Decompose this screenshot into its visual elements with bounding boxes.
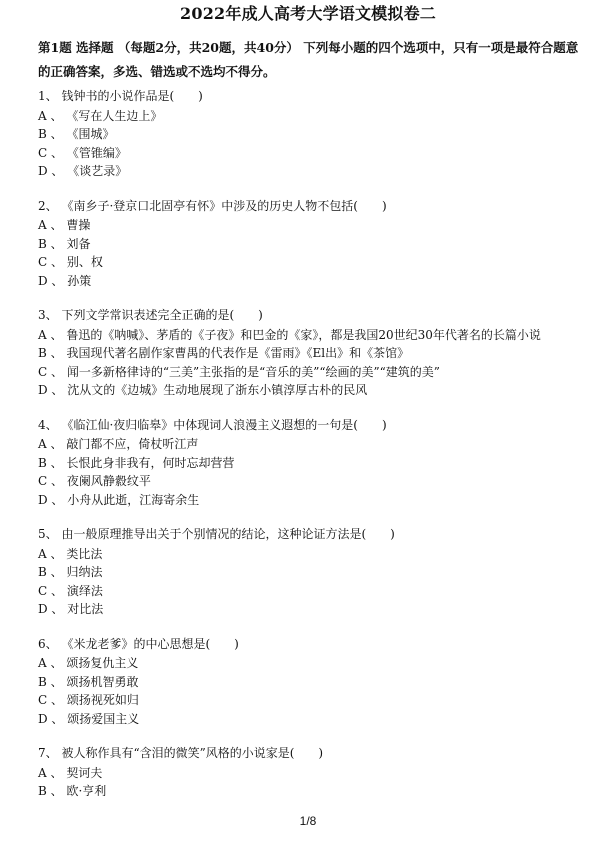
option-text: 《管锥编》 <box>66 145 127 160</box>
option-letter: A 、 <box>38 546 63 561</box>
answer-option <box>38 710 586 729</box>
option-text: 《谈艺录》 <box>67 164 128 178</box>
answer-option <box>38 673 586 692</box>
option-letter: A 、 <box>38 437 63 451</box>
answer-option <box>38 691 586 710</box>
question-item <box>38 87 586 181</box>
answer-option <box>38 363 586 382</box>
option-letter: B 、 <box>38 674 63 689</box>
answer-option <box>38 654 586 673</box>
option-text: 闻一多新格律诗的“三美”主张指的是“音乐的美”“绘画的美”“建筑的美” <box>66 364 440 379</box>
option-letter: C 、 <box>38 145 63 160</box>
option-letter: A 、 <box>38 218 63 232</box>
question-item <box>38 635 586 729</box>
option-text: 对比法 <box>67 602 104 616</box>
option-text: 颂扬爱国主义 <box>67 711 140 726</box>
question-text: 由一般原理推导出关于个别情况的结论，这种论证方法是( ) <box>61 527 395 541</box>
question-text: 钱钟书的小说作品是( ) <box>61 89 203 103</box>
question-number: 1、 <box>38 89 58 103</box>
answer-option <box>38 107 586 126</box>
option-letter: D 、 <box>38 273 64 288</box>
option-text: 鲁迅的《呐喊》、茅盾的《子夜》和巴金的《家》，都是我国20世纪30年代著名的长篇小说 <box>66 327 541 342</box>
option-letter: D 、 <box>38 164 64 178</box>
option-text: 演绎法 <box>66 583 103 598</box>
option-letter: B 、 <box>38 784 63 798</box>
answer-option <box>38 326 586 345</box>
answer-option <box>38 162 586 181</box>
option-letter: A 、 <box>38 656 63 670</box>
answer-option <box>38 125 586 144</box>
option-letter: B 、 <box>38 565 63 579</box>
option-letter: D 、 <box>38 602 64 616</box>
answer-option <box>38 253 586 272</box>
question-text: 被人称作具有“含泪的微笑”风格的小说家是( ) <box>61 746 324 760</box>
question-stem <box>38 306 586 325</box>
answer-option <box>38 600 586 619</box>
option-letter: A 、 <box>38 327 63 342</box>
option-text: 颂扬复仇主义 <box>66 656 139 670</box>
option-text: 敲门都不应，倚杖听江声 <box>66 437 199 451</box>
question-text: 《米龙老爹》的中心思想是( ) <box>61 636 239 651</box>
option-text: 长恨此身非我有，何时忘却营营 <box>66 455 235 470</box>
question-stem <box>38 416 586 435</box>
question-number: 5、 <box>38 527 58 541</box>
option-letter: C 、 <box>38 474 63 488</box>
option-letter: B 、 <box>38 346 63 360</box>
option-letter: D 、 <box>38 492 64 507</box>
question-number: 6、 <box>38 636 58 651</box>
answer-option <box>38 144 586 163</box>
option-text: 曹操 <box>66 218 91 232</box>
question-number: 2、 <box>38 198 58 213</box>
answer-option <box>38 764 586 783</box>
answer-option <box>38 563 586 582</box>
question-item <box>38 525 586 619</box>
option-letter: A 、 <box>38 765 63 780</box>
question-text: 《南乡子·登京口北固亭有怀》中涉及的历史人物不包括( ) <box>61 198 387 213</box>
answer-option <box>38 454 586 473</box>
option-text: 别、权 <box>66 255 103 269</box>
answer-option <box>38 782 586 801</box>
question-item <box>38 744 586 801</box>
option-letter: C 、 <box>38 693 63 707</box>
answer-option <box>38 216 586 235</box>
question-number: 7、 <box>38 746 58 760</box>
answer-option <box>38 491 586 510</box>
option-letter: C 、 <box>38 255 63 269</box>
option-text: 颂扬机智勇敢 <box>66 674 139 689</box>
option-letter: C 、 <box>38 364 63 379</box>
question-item <box>38 197 586 291</box>
question-stem <box>38 744 586 763</box>
option-letter: D 、 <box>38 383 64 397</box>
option-text: 类比法 <box>66 546 103 561</box>
option-text: 归纳法 <box>66 565 103 579</box>
option-text: 颂扬视死如归 <box>66 693 139 707</box>
option-text: 欧·亨利 <box>66 784 107 798</box>
page-title: 2022年成人高考大学语文模拟卷二 <box>180 4 436 23</box>
option-letter: B 、 <box>38 455 63 470</box>
answer-option <box>38 545 586 564</box>
option-text: 沈从文的《边城》生动地展现了浙东小镇淳厚古朴的民风 <box>67 383 368 397</box>
option-letter: A 、 <box>38 108 63 123</box>
option-text: 《围城》 <box>66 127 115 141</box>
question-number: 3、 <box>38 308 58 322</box>
option-letter: C 、 <box>38 583 63 598</box>
answer-option <box>38 435 586 454</box>
answer-option <box>38 381 586 400</box>
question-item <box>38 306 586 400</box>
answer-option <box>38 472 586 491</box>
option-text: 小舟从此逝，江海寄余生 <box>67 492 200 507</box>
question-text: 下列文学常识表述完全正确的是( ) <box>61 308 263 322</box>
answer-option <box>38 272 586 291</box>
question-number: 4、 <box>38 417 58 432</box>
option-text: 契诃夫 <box>66 765 103 780</box>
question-text: 《临江仙·夜归临皋》中体现词人浪漫主义遐想的一句是( ) <box>61 417 387 432</box>
option-letter: B 、 <box>38 127 63 141</box>
question-stem <box>38 197 586 216</box>
option-text: 刘备 <box>66 236 91 251</box>
page-indicator: 1/8 <box>299 814 317 828</box>
question-stem <box>38 635 586 654</box>
answer-option <box>38 344 586 363</box>
option-text: 我国现代著名剧作家曹禺的代表作是《雷雨》《El出》和《茶馆》 <box>66 346 410 360</box>
question-stem <box>38 87 586 106</box>
answer-option <box>38 582 586 601</box>
option-letter: D 、 <box>38 711 64 726</box>
question-item <box>38 416 586 510</box>
question-stem <box>38 525 586 544</box>
option-text: 《写在人生边上》 <box>66 108 163 123</box>
section-instructions: 第1题 选择题 （每题2分，共20题，共40分） 下列每小题的四个选项中，只有一项是最符合题意的正确答案，多选、错选或不选均不得分。 <box>38 40 579 79</box>
option-text: 夜阑风静縠纹平 <box>66 474 151 488</box>
question-list <box>38 87 586 817</box>
option-letter: B 、 <box>38 236 63 251</box>
option-text: 孙策 <box>67 273 92 288</box>
answer-option <box>38 235 586 254</box>
